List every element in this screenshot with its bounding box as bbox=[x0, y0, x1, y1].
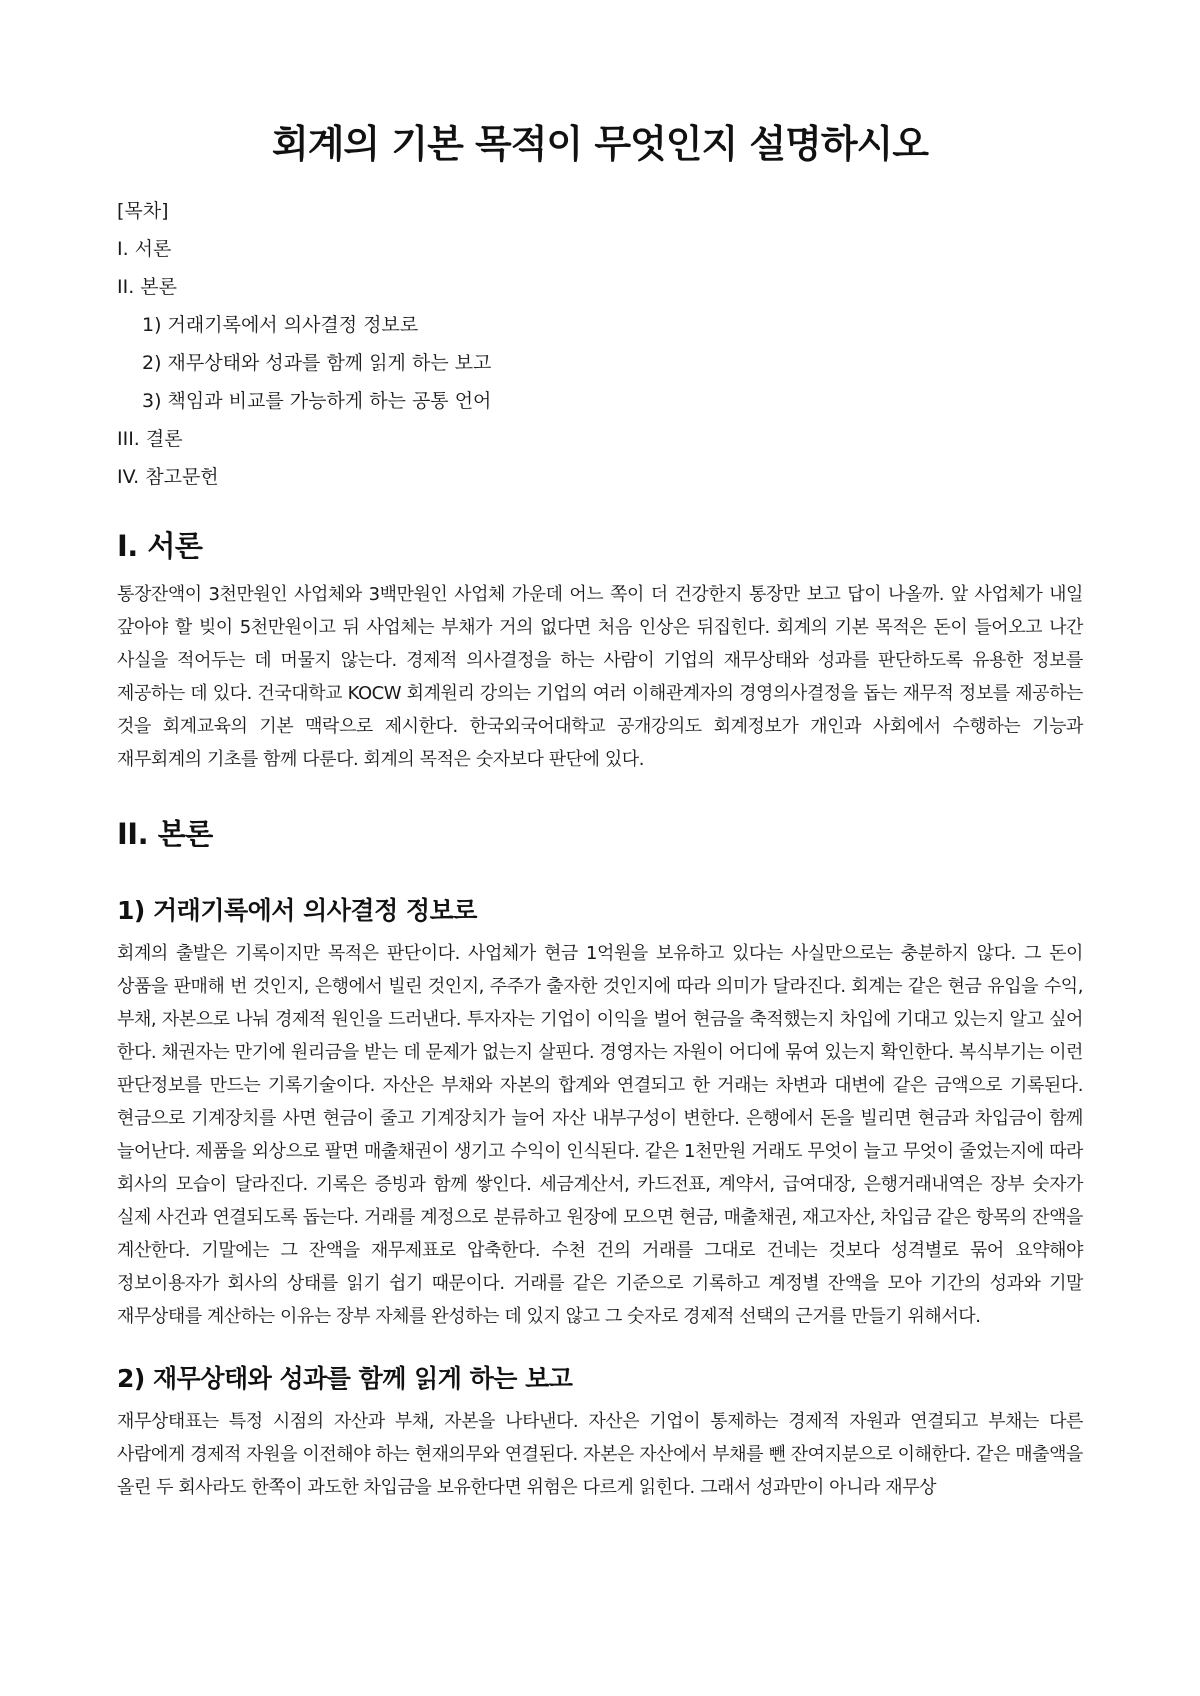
toc-item-body-3: 3) 책임과 비교를 가능하게 하는 공통 언어 bbox=[142, 390, 492, 412]
toc-item-body-2: 2) 재무상태와 성과를 함께 읽게 하는 보고 bbox=[142, 352, 492, 374]
toc-header: [목차] bbox=[117, 200, 169, 222]
toc-item-intro: I. 서론 bbox=[117, 238, 172, 260]
section-heading-intro: I. 서론 bbox=[117, 529, 203, 563]
subsection-heading-1: 1) 거래기록에서 의사결정 정보로 bbox=[117, 896, 477, 925]
subsection-1-paragraph: 회계의 출발은 기록이지만 목적은 판단이다. 사업체가 현금 1억원을 보유하고 있다는 사실만으로는 충분하지 않다. 그 돈이 상품을 판매해 번 것인지, 은행에서 빌린 것인지, 주주가 출자한 것인지에 따라 의미가 달라진다. 회계는 같은 현금 유입을 수익, 부채, 자본으로 나눠 경제적 원인을 드러낸다. 투자자는 기업이 이익을 벌어 현금을 축적했는지 차입에 기대고 있는지 알고 싶어 한다. 채권자는 만기에 원리금을 받는 데 문제가 없는지 살핀다. 경영자는 자원이 어디에 묶여 있는지 확인한다. 복식부기는 이런 판단정보를 만드는 기록기술이다. 자산은 부채와 자본의 합계와 연결되고 한 거래는 차변과 대변에 같은 금액으로 기록된다. 현금으로 기계장치를 사면 현금이 줄고 기계장치가 늘어 자산 내부구성이 변한다. 은행에서 돈을 빌리면 현금과 차입금이 함께 늘어난다. 제품을 외상으로 팔면 매출채권이 생기고 수익이 인식된다. 같은 1천만원 거래도 무엇이 늘고 무엇이 줄었는지에 따라 회사의 모습이 달라진다. 기록은 증빙과 함께 쌓인다. 세금계산서, 카드전표, 계약서, 급여대장, 은행거래내역은 장부 숫자가 실제 사건과 연결되도록 돕는다. 거래를 계정으로 분류하고 원장에 모으면 현금, 매출채권, 재고자산, 차입금 같은 항목의 잔액을 계산한다. 기말에는 그 잔액을 재무제표로 압축한다. 수천 건의 거래를 그대로 건네는 것보다 성격별로 묶어 요약해야 정보이용자가 회사의 상태를 읽기 쉽기 때문이다. 거래를 같은 기준으로 기록하고 계정별 잔액을 모아 기간의 성과와 기말 재무상태를 계산하는 이유는 장부 자체를 완성하는 데 있지 않고 그 숫자로 경제적 선택의 근거를 만들기 위해서다. bbox=[117, 943, 1083, 1327]
toc-item-body-1: 1) 거래기록에서 의사결정 정보로 bbox=[142, 314, 419, 336]
toc-item-conclusion: III. 결론 bbox=[117, 428, 183, 450]
subsection-2-paragraph: 재무상태표는 특정 시점의 자산과 부채, 자본을 나타낸다. 자산은 기업이 통제하는 경제적 자원과 연결되고 부채는 다른 사람에게 경제적 자원을 이전해야 하는 현재의무와 연결된다. 자본은 자산에서 부채를 뺀 잔여지분으로 이해한다. 같은 매출액을 올린 두 회사라도 한쪽이 과도한 차입금을 보유한다면 위험은 다르게 읽힌다. 그래서 성과만이 아니라 재무상 bbox=[117, 1411, 1083, 1498]
document-title: 회계의 기본 목적이 무엇인지 설명하시오 bbox=[272, 122, 928, 166]
toc-item-body: II. 본론 bbox=[117, 276, 177, 298]
table-of-contents bbox=[117, 192, 1083, 496]
intro-paragraph: 통장잔액이 3천만원인 사업체와 3백만원인 사업체 가운데 어느 쪽이 더 건강한지 통장만 보고 답이 나올까. 앞 사업체가 내일 갚아야 할 빚이 5천만원이고 뒤 사업체는 부채가 거의 없다면 처음 인상은 뒤집힌다. 회계의 기본 목적은 돈이 들어오고 나간 사실을 적어두는 데 머물지 않는다. 경제적 의사결정을 하는 사람이 기업의 재무상태와 성과를 판단하도록 유용한 정보를 제공하는 데 있다. 건국대학교 KOCW 회계원리 강의는 기업의 여러 이해관계자의 경영의사결정을 돕는 재무적 정보를 제공하는 것을 회계교육의 기본 맥락으로 제시한다. 한국외국어대학교 공개강의도 회계정보가 개인과 사회에서 수행하는 기능과 재무회계의 기초를 함께 다룬다. 회계의 목적은 숫자보다 판단에 있다. bbox=[117, 584, 1083, 770]
subsection-heading-2: 2) 재무상태와 성과를 함께 읽게 하는 보고 bbox=[117, 1364, 573, 1393]
toc-item-references: IV. 참고문헌 bbox=[117, 466, 219, 488]
section-heading-body: II. 본론 bbox=[117, 817, 213, 851]
